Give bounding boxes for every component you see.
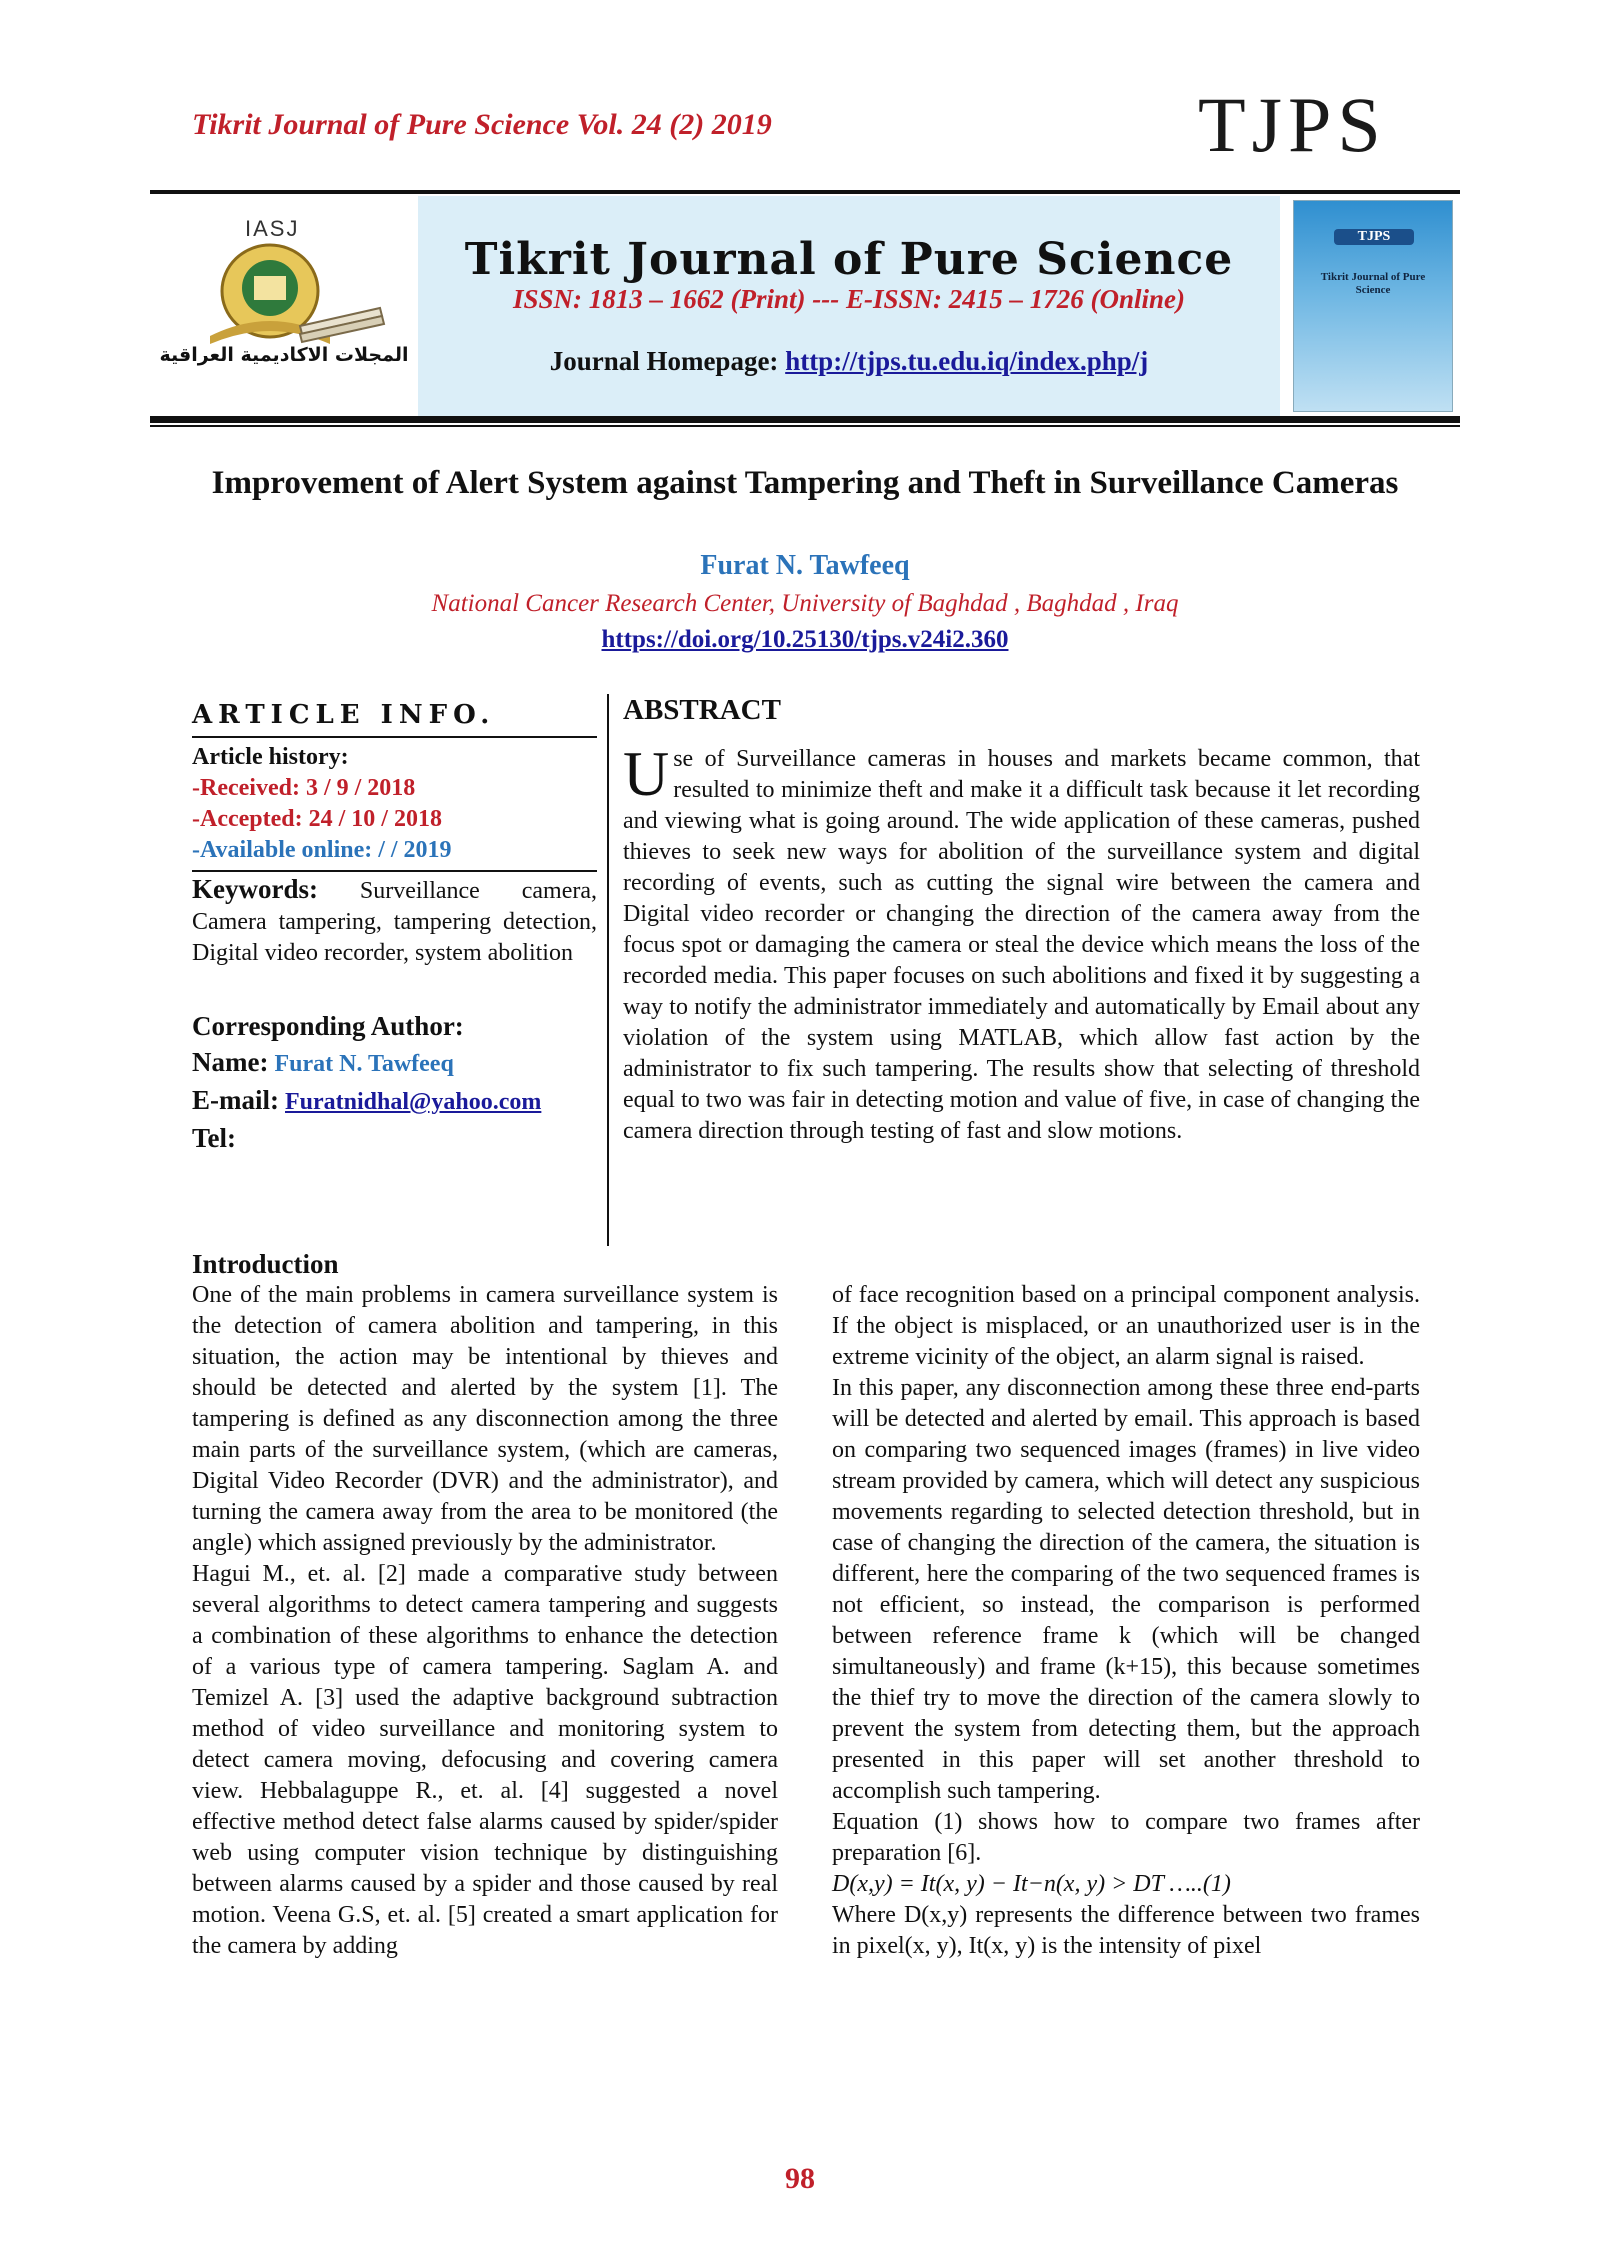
author-name: Furat N. Tawfeeq [700,550,910,581]
history-label: Article history: [192,744,349,770]
intro-paragraph: Equation (1) shows how to compare two frames after preparation [6]. [832,1809,1420,1866]
iasj-emblem-icon [150,196,415,346]
arabic-caption: المجلات الاكاديمية العراقية [159,344,409,366]
keywords-block [192,874,597,969]
author-affiliation: National Cancer Research Center, University of Baghdad , Baghdad , Iraq [431,590,1179,617]
journal-cover-image [1293,200,1453,412]
tjps-logo: TJPS [1198,81,1387,168]
paper-title: Improvement of Alert System against Tampering and Theft in Surveillance Cameras [211,465,1399,501]
doi-link[interactable]: https://doi.org/10.25130/tjps.v24i2.360 [601,626,1009,653]
doi [150,626,1460,654]
info-abstract-divider [607,694,609,1246]
abstract-dropcap: U [623,738,670,809]
iasj-label: IASJ [245,216,300,241]
intro-right-column [832,1280,1420,1962]
cover-tjps-label: TJPS [1334,229,1414,245]
email-link[interactable]: Furatnidhal@yahoo.com [285,1089,542,1115]
accepted-date: -Accepted: 24 / 10 / 2018 [192,806,442,832]
name-label: Name: [192,1047,269,1077]
intro-paragraph: One of the main problems in camera surveillance system is the detection of camera abolition and tampering, in this situation, the action may be intentional by thieves and should be detected and alerted by the system [1]. The tampering is defined as any disconnection among the three main parts of the surveillance system, (which are cameras, Digital Video Recorder (DVR) and the administrator), and turning the camera away from the area to be monitored (the angle) which assigned previously by the administrator. [192,1282,778,1556]
available-date: -Available online: / / 2019 [192,837,452,863]
intro-paragraph: of face recognition based on a principal component analysis. If the object is misplaced, or an unauthorized user is in the extreme vicinity of the object, an alarm signal is raised. [832,1282,1420,1370]
abstract-text: se of Surveillance cameras in houses and markets became common, that resulted to minimize theft and make it a difficult task because it let recording and viewing what is going around. The wide application of these cameras, pushed thieves to seek new ways for abolition of the surveillance system and digital recording of events, such as cutting the signal wire between the camera and Digital video recorder or changing the direction of the camera away from the focus spot or damaging the camera or steal the device which means the loss of the recorded media. This paper focuses on such abolitions and fixed it by suggesting a way to notify the administrator immediately and automatically by Email about any violation of the system using MATLAB, which allow fast action by the administrator to fix such tampering. The results show that selecting of threshold equal to two was fair in detecting motion and value of five, in case of changing the camera direction through testing of fast and slow motions. [623,746,1420,1144]
homepage-label: Journal Homepage: [549,346,779,376]
article-info-rule [192,736,597,738]
keywords-label: Keywords: [192,874,318,904]
abstract-heading: ABSTRACT [623,694,781,726]
corr-name: Furat N. Tawfeeq [274,1051,454,1077]
homepage-link[interactable]: http://tjps.tu.edu.iq/index.php/j [785,346,1149,376]
equation-1: D(x,y) = It(x, y) − It−n(x, y) > DT …..(1) [832,1871,1231,1897]
keywords-text: Surveillance camera, Camera tampering, tampering detection, Digital video recorder, system abolition [192,878,597,966]
intro-left-column [192,1280,778,1962]
intro-paragraph: Hagui M., et. al. [2] made a comparative study between several algorithms to detect camera tampering and suggests a combination of these algorithms to enhance the detection of a various type of camera tampering. Saglam A. and Temizel A. [3] used the adaptive background subtraction method of video surveillance and monitoring system to detect camera moving, defocusing and covering camera view. Hebbalaguppe R., et. al. [4] suggested a novel effective method detect false alarms caused by spider/spider web using computer vision technique by distinguishing between alarms caused by a spider and those caused by real motion. Veena G.S, et. al. [5] created a smart application for the camera by adding [192,1561,778,1959]
corr-label: Corresponding Author: [192,1011,464,1041]
running-title: Tikrit Journal of Pure Science Vol. 24 (2) 2019 [192,108,772,141]
journal-cover-panel [1283,196,1460,416]
history-rule [192,870,597,872]
banner-bottom-thin-rule [150,425,1460,427]
abstract-body [623,738,1420,1147]
corresponding-author-block [192,1008,597,1156]
received-date: -Received: 3 / 9 / 2018 [192,775,416,801]
banner-bottom-rule [150,416,1460,423]
journal-name: Tikrit Journal of Pure Science [464,234,1234,285]
intro-paragraph: In this paper, any disconnection among these three end-parts will be detected and alerted by email. This approach is based on comparing two sequenced images (frames) in live video stream provided by camera, which will detect any suspicious movements regarding to selected detection threshold, but in case of changing the direction of the camera, the situation is different, here the comparing of the two sequenced frames is not efficient, so instead, the comparison is performed between reference frame k (which will be changed simultaneously) and frame (k+15), this because sometimes the thief try to move the direction of the camera slowly to prevent the system from detecting them, but the approach presented in this paper will set another threshold to accomplish such tampering. [832,1375,1420,1804]
cover-title: Tikrit Journal of Pure Science [1320,271,1426,296]
tel-label: Tel: [192,1123,237,1153]
banner-title-panel [418,196,1280,416]
article-info-heading: ARTICLE INFO. [192,700,496,730]
journal-homepage [418,346,1280,377]
journal-banner [150,196,1460,416]
article-history [192,742,597,866]
page-number: 98 [785,2162,815,2195]
introduction-heading: Introduction [192,1249,339,1279]
intro-paragraph: Where D(x,y) represents the difference between two frames in pixel(x, y), It(x, y) is the intensity of pixel [832,1902,1420,1959]
banner-top-rule [150,190,1460,194]
issn-line: ISSN: 1813 – 1662 (Print) --- E-ISSN: 2415 – 1726 (Online) [512,284,1186,314]
iasj-logo-panel [150,196,415,416]
email-label: E-mail: [192,1085,279,1115]
